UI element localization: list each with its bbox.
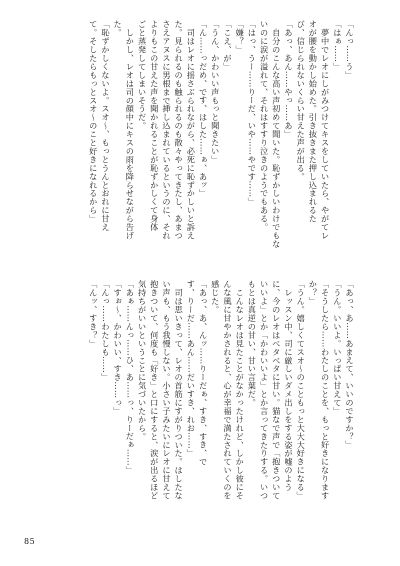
text-column: 「そうしたら……わたしのことを、もっと好きになります xyxy=(320,280,331,500)
text-column: 「あっ、あ……あまえて、いいのですか？」 xyxy=(345,280,355,449)
text-column: か？」 xyxy=(308,280,319,306)
text-column: 「あっ、あ、んッ……りーだぁ、すき、すき、で xyxy=(198,280,209,466)
text-column: 司はレオに揺さぶられながら、必死に恥ずかしいと訴え xyxy=(186,20,197,240)
text-column: び、信じられないくらい甘えた声が出る。 xyxy=(296,20,307,181)
upper-text-block xyxy=(70,20,356,267)
text-column: 「あぁ……んっ……ひ、あ……っ、りーだぁ……」 xyxy=(125,280,136,475)
text-column: 「恥ずかしくないよ。スオ〜、もっとうんとおれに甘え xyxy=(100,20,111,232)
text-column: た。 xyxy=(113,20,124,37)
text-column: 感じた。 xyxy=(210,280,221,314)
text-column: 「嫌？」 xyxy=(235,20,246,54)
text-column: い声も、もう我慢しない。小さい子みたいにレオに甘えて xyxy=(161,280,172,500)
text-column: 「あっ、あん……やっ……あ」 xyxy=(283,20,294,139)
text-column: んな風に甘やかされると、心が幸福で満たされていくのを xyxy=(222,280,233,500)
text-column: しかし、レオは司の顔中にキスの雨を降らせながら告げ xyxy=(125,20,136,240)
text-column: 気持ちがいいということに気づいたから。 xyxy=(137,280,148,441)
text-column: 「すぉ〜、かわいい、すき……っ」 xyxy=(113,280,124,416)
text-column: 夢中でレオにしがみつけてキスをしていたら、やがてレ xyxy=(320,20,331,240)
text-column: レッスン中、司に厳しいダメ出しをする姿が嘘のよう xyxy=(283,280,294,492)
text-column: 「ん……っだめ、です、はした……ぁ、あッ」 xyxy=(198,20,209,198)
text-column: に、今のレオはベタベタに甘い。猫なで声で「抱きついて xyxy=(271,280,282,500)
text-column: こんなレオは見たことがなかったけれど、しかし彼にそ xyxy=(235,280,246,500)
text-column: さえアヌスに男根まで挿し込まれているというのに、それ xyxy=(161,20,172,240)
text-column: て。そしたらもっとスオ〜のこと好きになれるから」 xyxy=(88,20,99,223)
text-column: よりもこの甘えた声を聞かれることが恥ずかしくて身体 xyxy=(149,20,160,232)
text-column: 「はぁ……」 xyxy=(332,20,343,71)
text-column: 「こえ、が」 xyxy=(222,20,233,71)
text-column: 「んっ……う」 xyxy=(345,20,355,80)
text-column: た。見られるのも触られるのも散々やってきたし、あまつ xyxy=(174,20,185,240)
text-column: 「うん、かわいい声もっと聞きたい」 xyxy=(210,20,221,164)
text-column: もとは真逆の甘い、甘い言葉だ。 xyxy=(247,280,258,407)
text-column: いのに涙が溢れて、それはすすり泣きのようでもある。 xyxy=(259,20,270,232)
text-column: オが腰を動かし始めた。引き抜きまた押し込まれるた xyxy=(308,20,319,223)
text-column: 「んッ、すき？」 xyxy=(88,280,99,348)
text-column: いいよ」とか「かわいいよ」とか言ってきたりする。いつ xyxy=(259,280,270,500)
page-number: 85 xyxy=(24,537,36,546)
text-column: ごと蒸発してしまいそうだ。 xyxy=(137,20,148,130)
text-column: す、りーだ……あん……だいすき、れお……」 xyxy=(186,280,197,458)
text-column: 「んっ……わたしも……」 xyxy=(100,280,111,382)
text-column: 「うん。嬉しくてスオ〜のこともっと大大大好きになる」 xyxy=(296,280,307,500)
text-column: 「うん。いいよ。いっぱい甘えて」 xyxy=(332,280,343,416)
text-column: 司は思いきって、レオの首筋にすがりついた。はしたな xyxy=(174,280,185,500)
lower-text-block xyxy=(70,280,356,527)
text-column: 抱きついて、何度も「好き」と口にすると、涙が出るほど xyxy=(149,280,160,500)
text-column: 「はっ、うー……りーだ、いや……やです……」 xyxy=(247,20,258,206)
text-column: 自分のこんな高い声初めて聞いた。恥ずかしいわけでもな xyxy=(271,20,282,249)
